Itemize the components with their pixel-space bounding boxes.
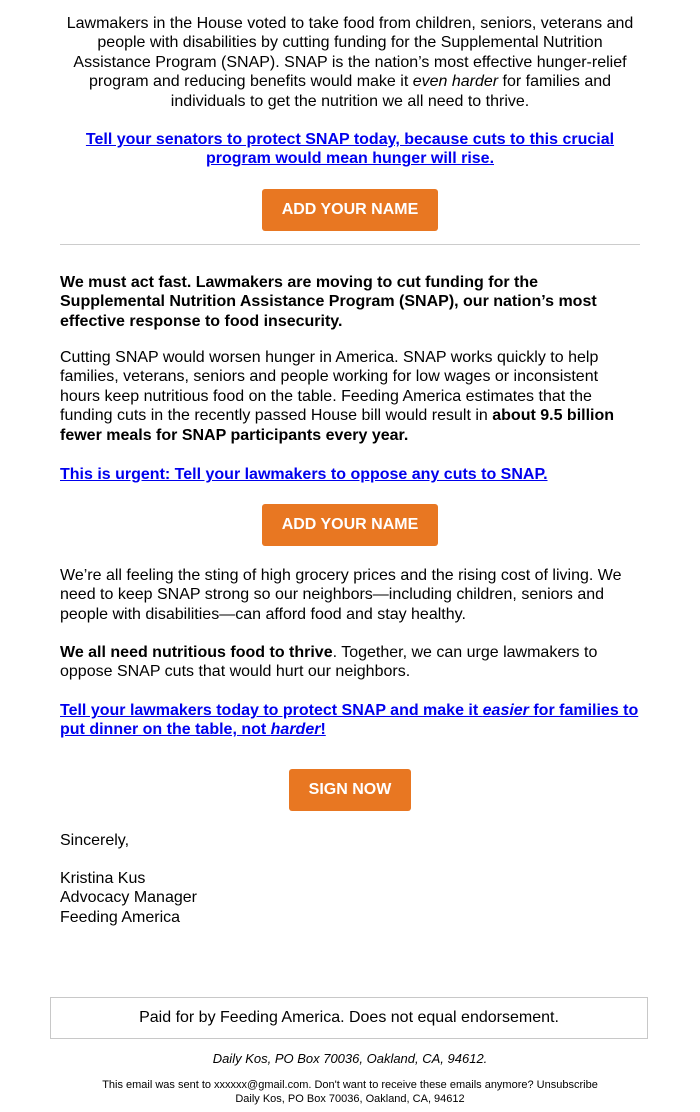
nutritious-food-paragraph: We all need nutritious food to thrive. Together, we can urge lawmakers to oppose SNAP cuts that would hurt our neighbors. [60, 644, 598, 681]
protect-snap-link[interactable]: Tell your lawmakers today to protect SNAP and make it easier for families to put dinner on the table, not harder! [60, 702, 639, 739]
section-divider [60, 244, 640, 245]
grocery-prices-paragraph: We’re all feeling the sting of high grocery prices and the rising cost of living. We need to keep SNAP strong so our neighbors—including children, seniors and people with disabilities—can afford food and stay healthy. [60, 567, 622, 623]
add-your-name-button-2[interactable]: ADD YOUR NAME [262, 504, 438, 546]
intro-paragraph: Lawmakers in the House voted to take food from children, seniors, veterans and people with disabilities by cutting funding for the Supplemental Nutrition Assistance Program (SNAP). SNAP is the nation’s most effective hunger-relief program and reducing benefits would make it even harder for families and individuals to get the nutrition we all need to thrive. [66, 15, 634, 110]
urgent-oppose-cuts-link[interactable]: This is urgent: Tell your lawmakers to oppose any cuts to SNAP. [60, 466, 548, 483]
closing: Sincerely, [60, 832, 130, 849]
add-your-name-button-1[interactable]: ADD YOUR NAME [262, 189, 438, 231]
paid-for-disclaimer-box [50, 997, 648, 1039]
tell-senators-link[interactable]: Tell your senators to protect SNAP today, because cuts to this crucial program would mean hunger will rise. [85, 131, 615, 168]
paid-for-text: Paid for by Feeding America. Does not equal endorsement. [139, 1009, 559, 1026]
signer-name: Kristina Kus [60, 870, 146, 887]
sign-now-button[interactable]: SIGN NOW [289, 769, 411, 811]
footer-sent-to: This email was sent to xxxxxx@gmail.com. Don't want to receive these emails anymore? Unsubscribe [102, 1079, 598, 1091]
senators-link-paragraph [60, 130, 640, 169]
hunger-paragraph: Cutting SNAP would worsen hunger in America. SNAP works quickly to help families, veterans, seniors and people working for low wages or inconsistent hours keep nutritious food on the table. Feeding America estimates that the funding cuts in the recently passed House bill would result in about 9.5 billion fewer meals for SNAP participants every year. [60, 349, 615, 444]
lead-paragraph: We must act fast. Lawmakers are moving to cut funding for the Supplemental Nutrition Assistance Program (SNAP), our nation’s most effective response to food insecurity. [60, 274, 597, 330]
signer-title: Advocacy Manager [60, 889, 197, 906]
footer-address-small: Daily Kos, PO Box 70036, Oakland, CA, 94612 [235, 1093, 465, 1105]
protect-snap-link-paragraph [60, 701, 640, 740]
signer-org: Feeding America [60, 909, 181, 926]
footer-address-italic: Daily Kos, PO Box 70036, Oakland, CA, 94612. [212, 1051, 488, 1066]
urgent-link-paragraph [60, 465, 640, 484]
